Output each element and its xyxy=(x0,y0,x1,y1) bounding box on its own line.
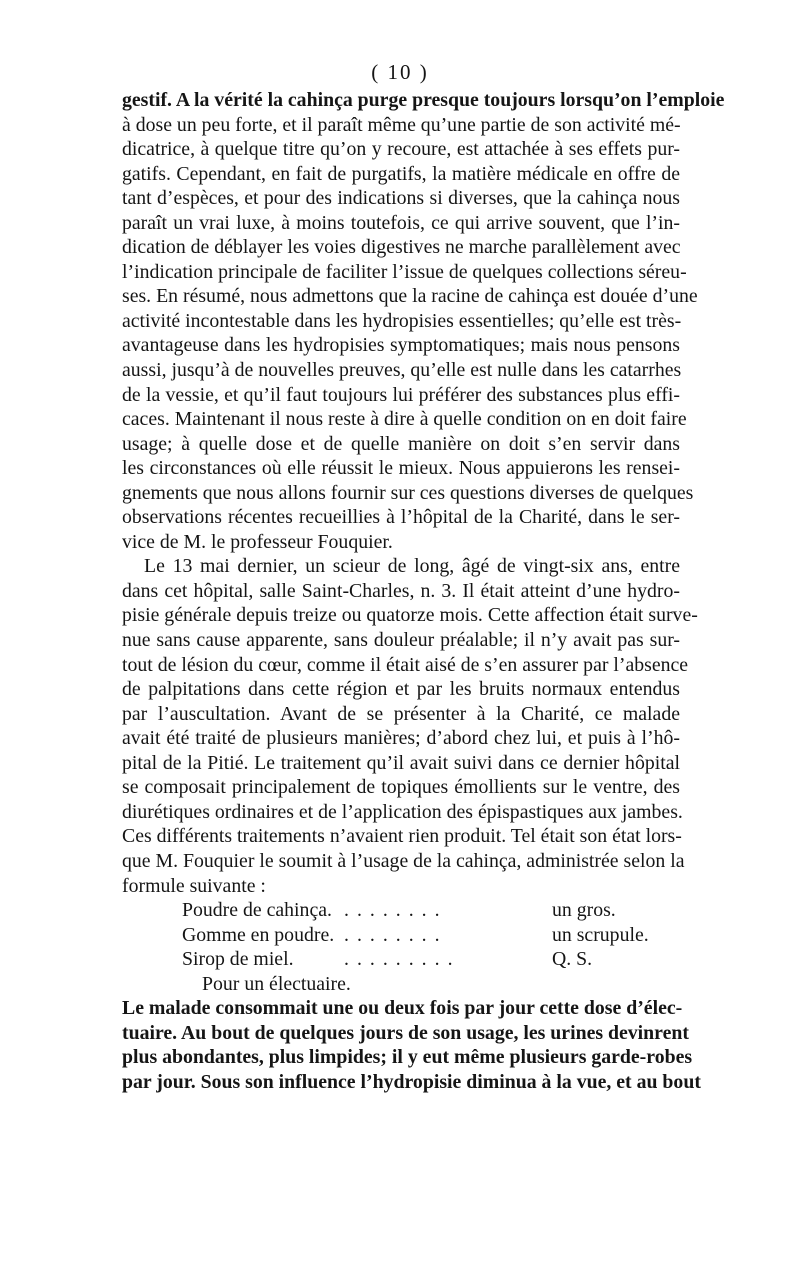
text-line: de palpitations dans cette région et par les bruits normaux entendus xyxy=(122,678,680,701)
recipe-closing: Pour un électuaire. xyxy=(202,972,351,995)
recipe-ingredient: Sirop de miel. xyxy=(182,948,294,971)
text-line: usage; à quelle dose et de quelle manière on doit s’en servir dans xyxy=(122,432,680,455)
text-line: gnements que nous allons fournir sur ces questions diverses de quelques xyxy=(122,481,694,504)
text-line: l’indication principale de faciliter l’issue de quelques collections séreu- xyxy=(122,260,687,283)
text-line: diurétiques ordinaires et de l’application des épispastiques aux jambes. xyxy=(122,800,683,823)
recipe-item xyxy=(122,923,680,948)
text-line: Le malade consommait une ou deux fois par jour cette dose d’élec- xyxy=(122,997,683,1020)
body-text xyxy=(122,88,725,1094)
page-number: ( 10 ) xyxy=(371,60,429,84)
text-line: paraît un vrai luxe, à moins toutefois, ce qui arrive souvent, que l’in- xyxy=(122,211,680,234)
text-line: tout de lésion du cœur, comme il était aisé de s’en assurer par l’absence xyxy=(122,653,689,676)
paragraph-1 xyxy=(122,88,725,554)
text-line: formule suivante : xyxy=(122,874,266,897)
text-line: gatifs. Cependant, en fait de purgatifs, la matière médicale en offre de xyxy=(122,162,680,185)
recipe-dose: un scrupule. xyxy=(552,923,649,946)
text-line: tuaire. Au bout de quelques jours de son usage, les urines devinrent xyxy=(122,1021,689,1044)
recipe-leader-dots: ........ xyxy=(344,923,448,946)
text-line: gestif. A la vérité la cahinça purge presque toujours lorsqu’on l’emploie xyxy=(122,89,725,111)
text-line: à dose un peu forte, et il paraît même qu’une partie de son activité mé- xyxy=(122,113,681,136)
text-line: plus abondantes, plus limpides; il y eut même plusieurs garde-robes xyxy=(122,1046,693,1069)
text-line: avantageuse dans les hydropisies symptomatiques; mais nous pensons xyxy=(122,334,680,357)
recipe-dose: un gros. xyxy=(552,899,616,922)
text-line: dans cet hôpital, salle Saint-Charles, n. 3. Il était atteint d’une hydro- xyxy=(122,579,680,602)
text-line: caces. Maintenant il nous reste à dire à quelle condition on en doit faire xyxy=(122,408,687,431)
text-line: tant d’espèces, et pour des indications si diverses, que la cahinça nous xyxy=(122,187,680,210)
text-line: dicatrice, à quelque titre qu’on y recoure, est attachée à ses effets pur- xyxy=(122,138,680,161)
recipe-ingredient: Poudre de cahinça. xyxy=(182,899,332,922)
recipe-leader-dots: ......... xyxy=(344,948,461,971)
text-line: aussi, jusqu’à de nouvelles preuves, qu’elle est nulle dans les catarrhes xyxy=(122,359,682,382)
text-line: dication de déblayer les voies digestives ne marche parallèlement avec xyxy=(122,236,681,259)
recipe-ingredient: Gomme en poudre. xyxy=(182,923,335,946)
text-line: activité incontestable dans les hydropisies essentielles; qu’elle est très- xyxy=(122,309,682,332)
recipe-dose: Q. S. xyxy=(552,948,593,971)
text-line: observations récentes recueillies à l’hôpital de la Charité, dans le ser- xyxy=(122,506,680,529)
text-line: Ces différents traitements n’avaient rien produit. Tel était son état lors- xyxy=(122,825,682,848)
recipe-item xyxy=(122,898,680,923)
text-line: de la vessie, et qu’il faut toujours lui préférer des substances plus effi- xyxy=(122,383,680,406)
text-line: par jour. Sous son influence l’hydropisie diminua à la vue, et au bout xyxy=(122,1070,701,1093)
text-line: se composait principalement de topiques émollients sur le ventre, des xyxy=(122,776,680,799)
text-line: pital de la Pitié. Le traitement qu’il avait suivi dans ce dernier hôpital xyxy=(122,751,680,774)
recipe-leader-dots: ........ xyxy=(344,899,448,922)
text-line: par l’auscultation. Avant de se présenter à la Charité, ce malade xyxy=(122,702,680,725)
text-line: avait été traité de plusieurs manières; d’abord chez lui, et puis à l’hô- xyxy=(122,727,680,750)
text-line: que M. Fouquier le soumit à l’usage de la cahinça, administrée selon la xyxy=(122,849,685,872)
text-line: nue sans cause apparente, sans douleur préalable; il n’y avait pas sur- xyxy=(122,629,680,652)
text-line: les circonstances où elle réussit le mieux. Nous appuierons les rensei- xyxy=(122,457,680,480)
paragraph-2 xyxy=(122,554,698,898)
recipe xyxy=(122,898,680,996)
paragraph-3 xyxy=(122,996,701,1094)
recipe-item xyxy=(122,947,680,972)
text-line: pisie générale depuis treize ou quatorze mois. Cette affection était surve- xyxy=(122,604,698,627)
text-line: vice de M. le professeur Fouquier. xyxy=(122,530,393,553)
text-line: Le 13 mai dernier, un scieur de long, âgé de vingt-six ans, entre xyxy=(144,555,680,578)
text-line: ses. En résumé, nous admettons que la racine de cahinça est douée d’une xyxy=(122,285,698,308)
